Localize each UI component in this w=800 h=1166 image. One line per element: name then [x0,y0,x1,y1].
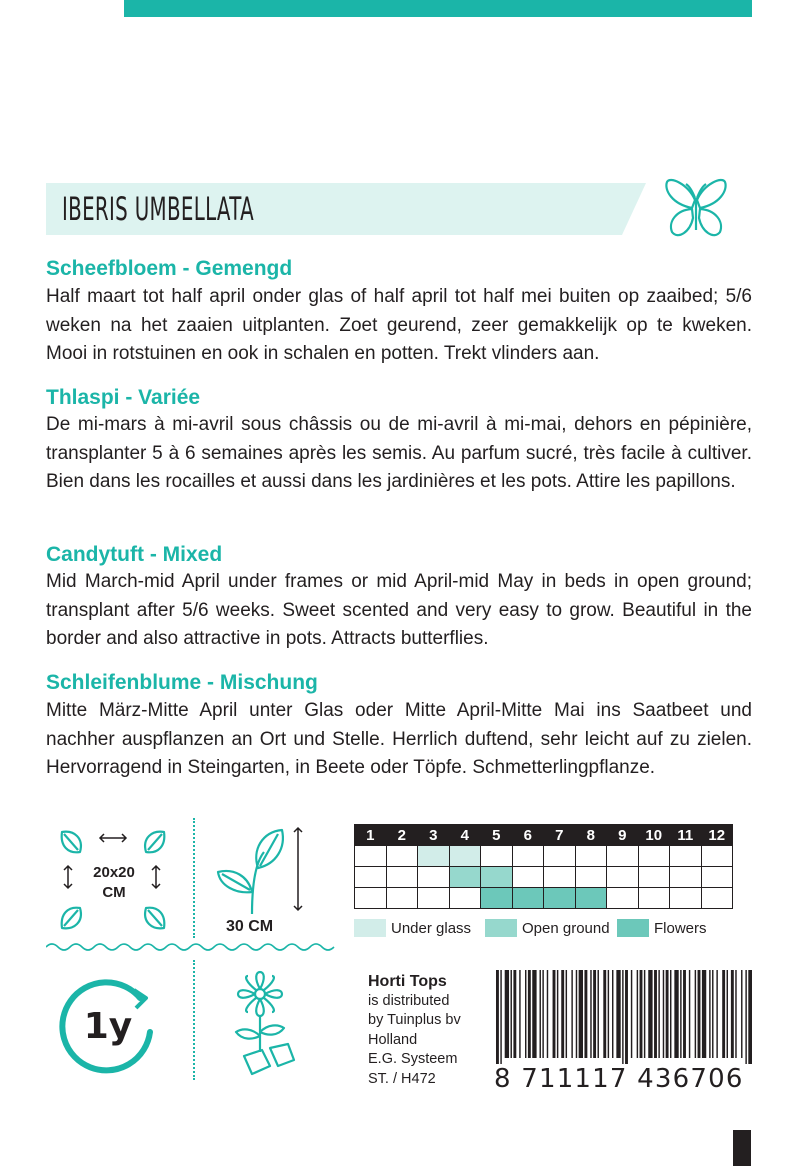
calendar-cell [386,867,418,888]
barcode-bar [625,970,628,1064]
calendar-cell [418,846,450,867]
legend-label: Flowers [654,920,707,937]
barcode-bar [616,970,620,1058]
barcode-bar [695,970,696,1058]
barcode-bar [571,970,572,1058]
calendar-cell [449,846,481,867]
barcode-bar [496,970,499,1064]
calendar-cell [638,888,670,909]
calendar-cell [481,846,513,867]
barcode-bar [716,970,717,1058]
calendar-cell [418,888,450,909]
barcode-bar [511,970,512,1058]
legend-label: Open ground [522,920,610,937]
calendar-cell [512,888,544,909]
barcode-bar [722,970,725,1058]
barcode [496,970,752,1064]
month-header: 2 [386,825,418,846]
calendar-header-row [355,825,733,846]
barcode-bar [663,970,664,1058]
barcode-bar [598,970,599,1058]
heading-english: Candytuft - Mixed [46,543,223,566]
heading-german: Schleifenblume - Mischung [46,671,318,694]
calendar-row-open-ground [355,867,733,888]
spacing-icon [52,824,176,936]
barcode-bar [745,970,746,1064]
calendar-row-under-glass [355,846,733,867]
barcode-bar [727,970,728,1058]
month-header: 4 [449,825,481,846]
calendar-cell [607,867,639,888]
calendar-cell [355,888,387,909]
heading-dutch: Scheefbloem - Gemengd [46,257,293,280]
barcode-bar [658,970,659,1058]
sowing-icon [222,970,312,1080]
calendar-cell [355,846,387,867]
barcode-bar [683,970,686,1058]
barcode-bar [670,970,671,1058]
calendar-cell [544,846,576,867]
divider [193,818,195,938]
barcode-bar [689,970,690,1058]
calendar-cell [386,846,418,867]
calendar-cell [355,867,387,888]
barcode-bar [528,970,531,1058]
barcode-bar [579,970,583,1058]
calendar-cell [575,867,607,888]
barcode-bar [540,970,541,1058]
divider [193,960,195,1080]
heading-french: Thlaspi - Variée [46,386,201,409]
barcode-bar [640,970,643,1058]
sowing-calendar [354,824,733,909]
distributor-line: Holland [368,1031,418,1048]
barcode-bar [666,970,669,1058]
top-color-bar [124,0,752,17]
month-header: 1 [355,825,387,846]
barcode-bar [608,970,609,1058]
barcode-bar [674,970,678,1058]
legend-swatch [485,919,517,937]
legend-swatch [354,919,386,937]
month-header: 3 [418,825,450,846]
calendar-cell [481,888,513,909]
barcode-bar [702,970,706,1058]
calendar-cell [544,867,576,888]
barcode-bar [542,970,543,1058]
butterfly-icon [662,176,730,242]
height-value: 30 CM [226,918,274,935]
barcode-bar [561,970,564,1058]
calendar-cell [418,867,450,888]
barcode-bar [525,970,526,1058]
distributor-line: by Tuinplus bv [368,1012,461,1028]
legend-label: Under glass [391,920,472,937]
calendar-cell [481,867,513,888]
calendar-cell [638,846,670,867]
barcode-bar [631,970,632,1058]
barcode-bar [698,970,701,1058]
calendar-cell [701,846,733,867]
spacing-value: 20x20 [93,864,135,881]
month-header: 12 [701,825,733,846]
text-french: De mi-mars à mi-avril sous châssis ou de mi-avril à mi-mai, dehors en pépinière, transplanter 5 à 6 semaines après les semis. Au parfum sucré, très facile à cultiver. Bien dans les rocailles et aussi dans les jardinières et les pots. Attire les papillons. [46,414,752,492]
barcode-bar [584,970,587,1058]
barcode-bar [603,970,606,1058]
barcode-number: 8 711117 436706 [494,1064,744,1094]
distributor-brand: Horti Tops [368,973,447,990]
calendar-cell [575,846,607,867]
barcode-bar [709,970,710,1058]
barcode-bar [547,970,548,1058]
barcode-bar [622,970,623,1064]
month-header: 11 [670,825,702,846]
text-german: Mitte März-Mitte April unter Glas oder Mitte April-Mitte Mai ins Saatbeet und nachher auspflanzen an Ort und Stelle. Herrlich duftend, sehr leicht auf zu zielen. Hervorragend in Steingarten, in Beete oder Töpfe. Schmetterlingpflanze. [46,700,752,778]
barcode-bar [557,970,558,1058]
calendar-cell [512,867,544,888]
barcode-bar [680,970,681,1058]
calendar-cell [575,888,607,909]
crop-mark [733,1130,751,1166]
barcode-bar [731,970,734,1058]
barcode-bar [612,970,613,1058]
month-header: 10 [638,825,670,846]
calendar-row-flowers [355,888,733,909]
calendar-cell [701,888,733,909]
barcode-bar [576,970,577,1058]
annual-icon [56,976,160,1080]
distributor-line: E.G. Systeem [368,1051,458,1067]
barcode-bar [654,970,657,1058]
latin-name: IBERIS UMBELLATA [62,190,255,228]
barcode-bar [735,970,736,1058]
calendar-cell [670,846,702,867]
month-header: 8 [575,825,607,846]
calendar-cell [512,846,544,867]
calendar-cell [607,846,639,867]
barcode-bar [648,970,652,1058]
month-header: 9 [607,825,639,846]
barcode-bar [637,970,638,1058]
barcode-bar [712,970,713,1058]
calendar-cell [670,888,702,909]
calendar-cell [638,867,670,888]
legend-swatch [617,919,649,937]
barcode-bar [748,970,752,1064]
barcode-bar [500,970,501,1064]
barcode-bar [590,970,591,1058]
distributor-info [368,972,461,1089]
barcode-bar [513,970,516,1058]
barcode-bar [505,970,509,1058]
calendar-cell [670,867,702,888]
calendar-cell [449,888,481,909]
distributor-line: ST. / H472 [368,1070,436,1087]
month-header: 5 [481,825,513,846]
barcode-bar [532,970,536,1058]
calendar-cell [701,867,733,888]
barcode-bar [644,970,645,1058]
barcode-bar [593,970,596,1058]
barcode-bar [566,970,567,1058]
calendar-cell [544,888,576,909]
distributor-line: is distributed [368,992,450,1009]
spacing-unit: CM [102,884,126,901]
barcode-bar [741,970,742,1058]
divider [46,941,336,953]
calendar-cell [607,888,639,909]
text-english: Mid March-mid April under frames or mid April-mid May in beds in open ground; transplant after 5/6 weeks. Sweet scented and very easy to grow. Beautiful in the border and also attractive in pots. Attracts butterflies. [46,571,752,649]
calendar-cell [449,867,481,888]
calendar-cell [386,888,418,909]
barcode-bar [519,970,520,1058]
height-icon [212,822,332,940]
text-dutch: Half maart tot half april onder glas of half april tot half mei buiten op zaaibed; 5/6 weken na het zaaien uitplanten. Zoet geurend, zeer gemakkelijk op te kweken. Mooi in rotstuinen en ook in schalen en potten. Trekt vlinders aan. [46,286,752,364]
annual-label: 1y [83,1006,133,1047]
barcode-bar [553,970,556,1058]
month-header: 6 [512,825,544,846]
month-header: 7 [544,825,576,846]
